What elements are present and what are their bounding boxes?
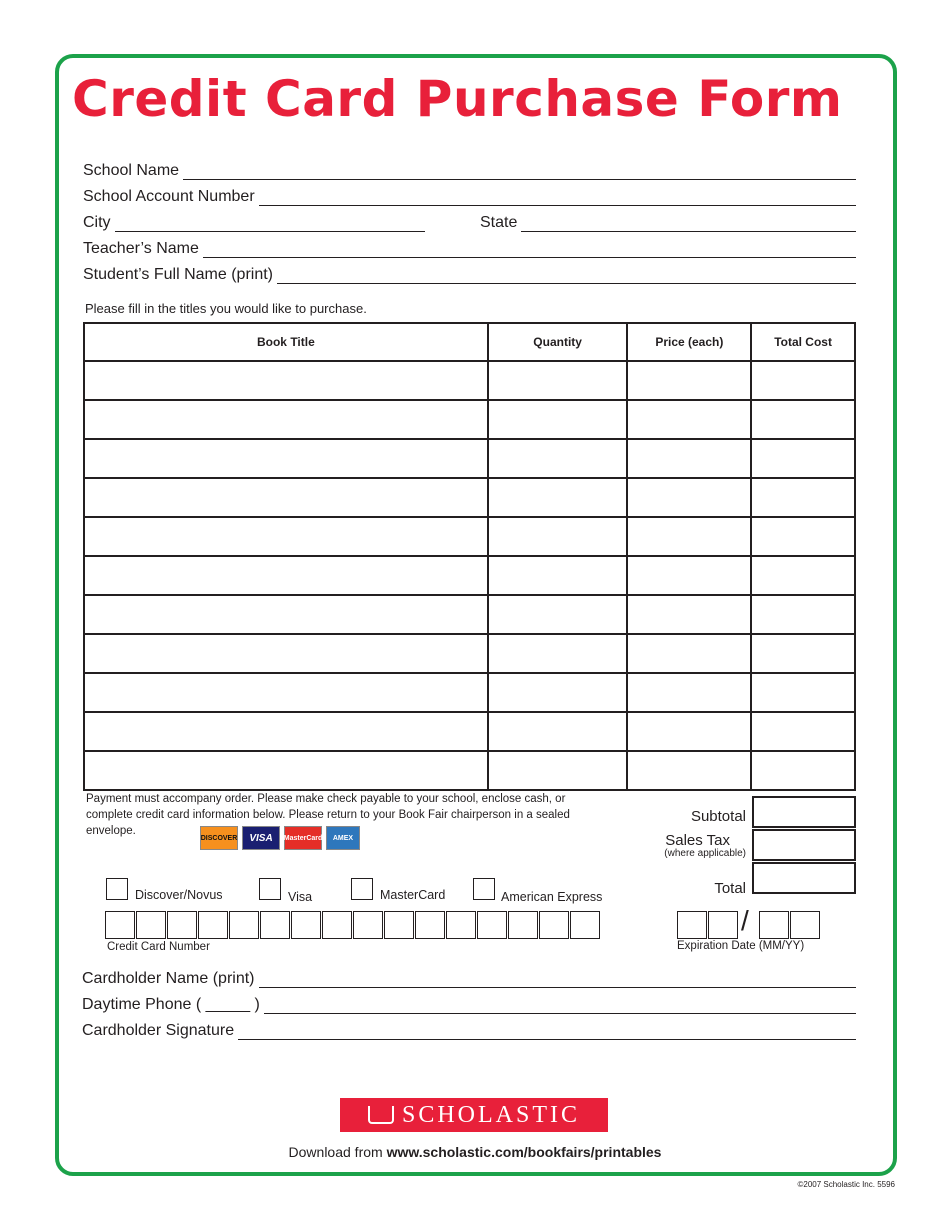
quantity-cell[interactable]	[488, 400, 628, 439]
book-title-cell[interactable]	[84, 400, 488, 439]
total-cost-cell[interactable]	[751, 673, 855, 712]
school-account-label: School Account Number	[83, 188, 255, 205]
cc-digit-box[interactable]	[446, 911, 476, 939]
exp-label: Expiration Date (MM/YY)	[677, 940, 805, 952]
school-account-line[interactable]	[259, 191, 856, 206]
price-cell[interactable]	[627, 595, 751, 634]
school-name-label: School Name	[83, 162, 180, 179]
book-title-cell[interactable]	[84, 712, 488, 751]
book-title-cell[interactable]	[84, 634, 488, 673]
book-title-cell[interactable]	[84, 517, 488, 556]
city-label: City	[83, 214, 111, 231]
cc-digit-box[interactable]	[229, 911, 259, 939]
price-cell[interactable]	[627, 751, 751, 790]
total-box[interactable]	[752, 862, 856, 894]
visa-label: Visa	[288, 890, 313, 904]
school-name-field[interactable]	[83, 160, 856, 180]
cc-digit-box[interactable]	[415, 911, 445, 939]
cc-digit-box[interactable]	[570, 911, 600, 939]
amex-logo: AMEX	[326, 826, 360, 850]
price-cell[interactable]	[627, 517, 751, 556]
student-name-field[interactable]	[83, 264, 856, 284]
table-row	[84, 478, 855, 517]
state-line[interactable]	[521, 217, 856, 232]
quantity-cell[interactable]	[488, 517, 628, 556]
quantity-cell[interactable]	[488, 712, 628, 751]
teacher-name-field[interactable]	[83, 238, 856, 258]
teacher-name-label: Teacher’s Name	[83, 240, 199, 257]
scholastic-logo	[340, 1098, 608, 1132]
signature-label: Cardholder Signature	[82, 1022, 235, 1039]
quantity-cell[interactable]	[488, 673, 628, 712]
student-name-label: Student’s Full Name (print)	[83, 266, 273, 283]
cc-digit-box[interactable]	[477, 911, 507, 939]
price-cell[interactable]	[627, 478, 751, 517]
daytime-phone-line[interactable]	[264, 999, 856, 1014]
daytime-phone-field[interactable]	[82, 994, 856, 1014]
exp-digit-box[interactable]	[677, 911, 707, 939]
subtotal-box[interactable]	[752, 796, 856, 828]
download-prefix: Download from	[288, 1144, 387, 1160]
city-field[interactable]	[83, 212, 425, 232]
city-line[interactable]	[115, 217, 425, 232]
mastercard-checkbox[interactable]	[351, 878, 373, 900]
header-total-cost: Total Cost	[751, 323, 855, 361]
school-account-field[interactable]	[83, 186, 856, 206]
book-title-cell[interactable]	[84, 439, 488, 478]
sales-tax-note: (where applicable)	[664, 848, 746, 859]
exp-digit-box[interactable]	[790, 911, 820, 939]
header-book-title: Book Title	[84, 323, 488, 361]
cc-digit-box[interactable]	[105, 911, 135, 939]
exp-slash: /	[741, 905, 749, 936]
total-cost-cell[interactable]	[751, 712, 855, 751]
book-title-cell[interactable]	[84, 673, 488, 712]
visa-logo: VISA	[242, 826, 280, 850]
table-row	[84, 751, 855, 790]
total-cost-cell[interactable]	[751, 517, 855, 556]
download-line	[0, 1144, 950, 1160]
price-cell[interactable]	[627, 556, 751, 595]
book-icon	[368, 1106, 394, 1124]
instruction-text: Please fill in the titles you would like to purchase.	[85, 301, 367, 316]
exp-month-boxes[interactable]	[677, 911, 739, 939]
cardholder-name-label: Cardholder Name (print)	[82, 970, 255, 987]
amex-checkbox[interactable]	[473, 878, 495, 900]
cc-digit-box[interactable]	[508, 911, 538, 939]
cc-digit-box[interactable]	[384, 911, 414, 939]
state-field[interactable]	[480, 212, 856, 232]
price-cell[interactable]	[627, 400, 751, 439]
table-row	[84, 361, 855, 400]
quantity-cell[interactable]	[488, 361, 628, 400]
download-url[interactable]: www.scholastic.com/bookfairs/printables	[386, 1144, 662, 1160]
header-quantity: Quantity	[488, 323, 628, 361]
total-cost-cell[interactable]	[751, 439, 855, 478]
student-name-line[interactable]	[277, 269, 856, 284]
table-row	[84, 712, 855, 751]
teacher-name-line[interactable]	[203, 243, 856, 258]
exp-year-boxes[interactable]	[759, 911, 821, 939]
book-title-cell[interactable]	[84, 751, 488, 790]
subtotal-label: Subtotal	[690, 808, 746, 825]
copyright: ©2007 Scholastic Inc. 5596	[797, 1180, 895, 1189]
quantity-cell[interactable]	[488, 634, 628, 673]
exp-digit-box[interactable]	[759, 911, 789, 939]
table-row	[84, 439, 855, 478]
book-title-cell[interactable]	[84, 595, 488, 634]
total-cost-cell[interactable]	[751, 751, 855, 790]
quantity-cell[interactable]	[488, 439, 628, 478]
table-row	[84, 673, 855, 712]
cc-digit-box[interactable]	[260, 911, 290, 939]
cc-digit-box[interactable]	[353, 911, 383, 939]
table-row	[84, 595, 855, 634]
price-cell[interactable]	[627, 439, 751, 478]
cc-digit-box[interactable]	[198, 911, 228, 939]
total-cost-cell[interactable]	[751, 361, 855, 400]
cc-digit-box[interactable]	[167, 911, 197, 939]
quantity-cell[interactable]	[488, 595, 628, 634]
logo-text: SCHOLASTIC	[401, 1101, 581, 1128]
total-cost-cell[interactable]	[751, 595, 855, 634]
total-label: Total	[714, 880, 746, 897]
exp-digit-box[interactable]	[708, 911, 738, 939]
cardholder-name-field[interactable]	[82, 968, 856, 988]
header-price: Price (each)	[627, 323, 751, 361]
quantity-cell[interactable]	[488, 478, 628, 517]
quantity-cell[interactable]	[488, 556, 628, 595]
state-label: State	[480, 214, 518, 231]
price-cell[interactable]	[627, 634, 751, 673]
cardholder-name-line[interactable]	[259, 973, 856, 988]
total-cost-cell[interactable]	[751, 478, 855, 517]
book-title-cell[interactable]	[84, 556, 488, 595]
total-cost-cell[interactable]	[751, 556, 855, 595]
price-cell[interactable]	[627, 361, 751, 400]
total-cost-cell[interactable]	[751, 634, 855, 673]
price-cell[interactable]	[627, 673, 751, 712]
signature-line[interactable]	[238, 1025, 856, 1040]
signature-field[interactable]	[82, 1020, 856, 1040]
mastercard-logo: MasterCard	[284, 826, 322, 850]
visa-checkbox[interactable]	[259, 878, 281, 900]
table-row	[84, 556, 855, 595]
price-cell[interactable]	[627, 712, 751, 751]
amex-label: American Express	[501, 890, 603, 904]
school-name-line[interactable]	[183, 165, 856, 180]
table-row	[84, 634, 855, 673]
cc-digit-box[interactable]	[291, 911, 321, 939]
total-cost-cell[interactable]	[751, 400, 855, 439]
sales-tax-box[interactable]	[752, 829, 856, 861]
mastercard-label: MasterCard	[380, 888, 446, 902]
table-row	[84, 517, 855, 556]
form-title: Credit Card Purchase Form	[72, 70, 843, 128]
quantity-cell[interactable]	[488, 751, 628, 790]
book-title-cell[interactable]	[84, 478, 488, 517]
card-logos	[200, 826, 360, 850]
discover-label: Discover/Novus	[135, 888, 223, 902]
discover-checkbox[interactable]	[106, 878, 128, 900]
cc-digit-box[interactable]	[322, 911, 352, 939]
cc-digit-box[interactable]	[539, 911, 569, 939]
payment-note: Payment must accompany order. Please make check payable to your school, enclose cash, or complete credit card information below. Please return to your Book Fair chairperson in a sealed envelope.	[86, 793, 570, 837]
book-table	[83, 322, 856, 791]
sales-tax-label: Sales Tax	[665, 832, 730, 849]
daytime-phone-label: Daytime Phone ( _____ )	[82, 996, 260, 1013]
credit-card-number-boxes[interactable]	[105, 911, 601, 939]
cc-number-label: Credit Card Number	[107, 941, 210, 953]
book-title-cell[interactable]	[84, 361, 488, 400]
discover-logo: DISCOVER	[200, 826, 238, 850]
table-row	[84, 400, 855, 439]
cc-digit-box[interactable]	[136, 911, 166, 939]
